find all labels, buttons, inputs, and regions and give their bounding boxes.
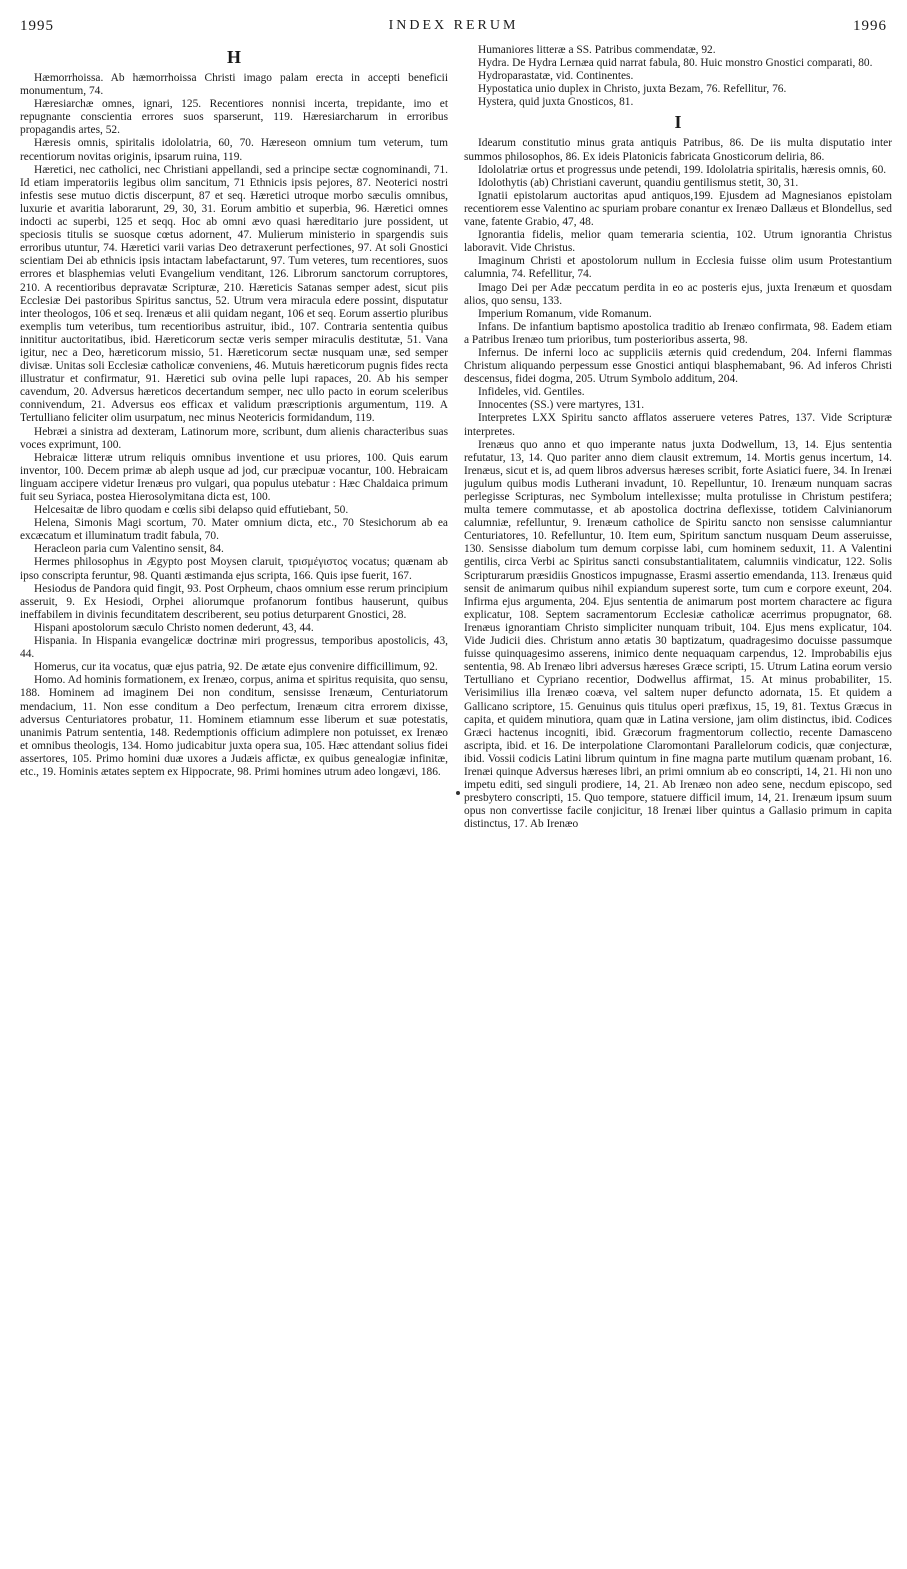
column-mark <box>456 791 460 795</box>
index-entry: Hydroparastatæ, vid. Continentes. <box>478 70 634 83</box>
index-entry: Hispania. In Hispania evangelicæ doctrinæ miri progressus, temporibus apostolicis, 43, 44. <box>20 635 448 661</box>
index-entry: Heracleon paria cum Valentino sensit, 84. <box>34 543 224 556</box>
index-entry: Hystera, quid juxta Gnosticos, 81. <box>478 96 634 109</box>
index-entry: Idololatriæ ortus et progressus unde petendi, 199. Idololatria spiritalis, hæresis omnis, 60. <box>478 163 887 176</box>
index-entry: Homerus, cur ita vocatus, quæ ejus patria, 92. De ætate ejus convenire difficillimum, 92. <box>34 661 438 674</box>
running-title: INDEX RERUM <box>388 18 519 33</box>
page-number-left: 1995 <box>20 17 54 34</box>
index-entry: Idolothytis (ab) Christiani caverunt, quandiu gentilismus stetit, 30, 31. <box>478 176 799 189</box>
index-entry: Hæresis omnis, spiritalis idololatria, 60, 70. Hæreseon omnium tum veterum, tum recentiorum novitas originis, ipsarum ruina, 119. <box>20 137 448 163</box>
index-entry: Hæmorrhoissa. Ab hæmorrhoissa Christi imago palam erecta in accepti beneficii monumentum, 74. <box>20 72 448 98</box>
index-entry: Infernus. De inferni loco ac suppliciis æternis quid credendum, 204. Inferni flammas Christum aliquando perpessum esse Gnostici antiqui blasphemabant, 96. Ad inferos Christi descensus, fidei dogma, 205. Utrum Symbolo additum, 204. <box>464 346 892 386</box>
index-entry: Innocentes (SS.) vere martyres, 131. <box>478 399 645 412</box>
left-column <box>20 44 448 1561</box>
index-entry: Imago Dei per Adæ peccatum perdita in eo ac posteris ejus, juxta Irenæum et quosdam alios, quo sensu, 133. <box>464 281 892 307</box>
index-entry: Helena, Simonis Magi scortum, 70. Mater omnium dicta, etc., 70 Stesichorum ab ea excæcatum et illuminatum tradit fabula, 70. <box>20 517 448 543</box>
index-entry: Homo. Ad hominis formationem, ex Irenæo, corpus, anima et spiritus requisita, quo sensu, 188. Hominem ad imaginem Dei non conditum, sensisse Irenæum, Centuriatorum mendacium, 11. Non esse conditum a Deo perfectum, Irenæum citra errorem dixisse, adversus Centuriatores probatur, 11. Hominem etiamnum esse liberum et suæ potestatis, unanimis Patrum sententia, 148. Redemptionis officium adimplere non potuisset, ex Irenæo et omnibus theologis, 134. Homo judicabitur juxta opera sua, 105. Hæc attendant solius fidei assertores, 105. Primo homini duæ uxores a Judæis affictæ, ex quibus genealogiæ infinitæ, etc., 19. Hominis ætates septem ex Hippocrate, 98. Primi homines utrum adeo longævi, 186. <box>20 674 448 778</box>
index-entry: Hispani apostolorum sæculo Christo nomen dederunt, 43, 44. <box>34 621 314 634</box>
index-entry: Ignatii epistolarum auctoritas apud antiquos,199. Ejusdem ad Magnesianos epistolam recentiorem esse Valentino ac spuriam probare conantur ex Irenæo Dallæus et Blondellus, sed vane, fatente Grabio, 47, 48. <box>464 189 892 229</box>
page-header <box>20 14 887 38</box>
index-entry: Imperium Romanum, vide Romanum. <box>478 307 652 320</box>
index-entry: Infideles, vid. Gentiles. <box>478 386 585 399</box>
index-entry: Hermes philosophus in Ægypto post Moysen claruit, τρισμέγιστος vocatus; quænam ab ipso conscripta feruntur, 98. Quanti æstimanda ejus scripta, 166. Quis ipse fuerit, 167. <box>20 556 448 582</box>
section-letter-h: H <box>226 47 241 67</box>
index-entry: Infans. De infantium baptismo apostolica traditio ab Irenæo confirmata, 98. Eadem etiam a Patribus Irenæo tum prioribus, tum posterioribus asserta, 98. <box>464 320 892 346</box>
index-entry: Hydra. De Hydra Lernæa quid narrat fabula, 80. Huic monstro Gnostici comparati, 80. <box>478 57 873 70</box>
index-entry: Imaginum Christi et apostolorum nullum in Ecclesia fuisse olim usum Protestantium calumnia, 74. Refellitur, 74. <box>464 255 892 281</box>
index-entry: Hebræi a sinistra ad dexteram, Latinorum more, scribunt, dum alienis characteribus suas voces exprimunt, 100. <box>20 425 448 451</box>
page-number-right: 1996 <box>853 17 887 34</box>
index-entry: Ignorantia fidelis, melior quam temeraria scientia, 102. Utrum ignorantia Christus laboravit. Vide Christus. <box>464 229 892 255</box>
index-entry: Idearum constitutio minus grata antiquis Patribus, 86. De iis multa disputatio inter summos philosophos, 86. Ex ideis Platonicis fabricata Gnosticorum deliria, 86. <box>464 137 892 163</box>
index-entry: Humaniores litteræ a SS. Patribus commendatæ, 92. <box>478 44 716 56</box>
right-column <box>464 44 892 1561</box>
index-entry: Irenæus quo anno et quo imperante natus juxta Dodwellum, 13, 14. Ejus sententia refutatur, 13, 14. Quo pariter anno diem clausit extremum, 14. Mortis genus incertum, 14. Irenæus, sicut et is, ad quem libros adversus hæreses scribit, forte Asiatici fuere, 34. In Irenæi jugulum quibus modis Lutherani invadunt, 10. Repelluntur, 10. Irenæum nunquam sacras perlegisse Scripturas, nec Symbolum intellexisse; multa protulisse in Christum pestifera; multa temere commutasse, et ab apostolica doctrina deflexisse, totidem Calvinianorum calumniæ, refelluntur, 9. Irenæum catholice de Spiritu sancto non sensisse calumniantur Centuriatores, 10. Refelluntur, 10. Item eum, Spiritum sanctum nusquam Deum asseruisse, 130. Sensisse diabolum tum demum corpisse labi, cum hominem seduxit, 11. A Valentini gentilis, circa Verbi ac Spiritus sancti consubstantialitatem, calumniis vindicatur, 122. Solis Scripturarum præsidiis Gnosticos impugnasse, Erasmi assertio emendanda, 113. Irenæus quid sensit de animarum quibus nihil expiandum superest sorte, tum cum e corpore exeunt, 204. Infirma ejus argumenta, 204. Ejus sententia de animarum post mortem charactere ac figura explicatur, 108. Septem sacramentorum Ecclesiæ catholicæ acerrimus propugnator, 68. Irenæus ignorantiam Christo simpliciter nunquam tribuit, 104. Ejus mens explicatur, 104. Vide Judicii dies. Christum anno ætatis 30 baptizatum, quadragesimo docuisse passumque fuisse quinquagesimo asserens, inimico dente nequaquam carpendus, 12. Improbabilis ejus sententia, 98. Ab Irenæo libri adversus hæreses Græce scripti, 15. Utrum Latina eorum versio Tertulliano et Cypriano recentior, Dodwellus affirmat, 15. At minus probabiliter, 15. Verisimilius illa Irenæo coæva, vel saltem nuper defuncto adornata, 15. Et quidem a Gallicano scriptore, 15. Genuinus quis titulus operi præfixus, 15, 19, 81. Textus Græcus in capita, et quidem minutiora, quam quæ in Latina versione, jam olim distinctus, ibid. Codices Græci hactenus incogniti, ibid. Græcorum fragmentorum collectio, recente Damasceno ascripta, ibid. et 16. De interpolatione Claromontani Parallelorum codicis, quæ conjecturæ, ibid. Vossii codicis Latini librum quintum in fine magna parte mutilum quænam probant, 16. Irenæi quinque Adversus hæreses libri, an primi omnium ab eo conscripti, 14, 21. Hi non uno impetu editi, sed singuli prodiere, 14, 21. Ab Irenæo non adeo sene, necdum episcopo, sed presbytero conscripti, 15. Quo tempore, statuere difficil imum, 14, 21. Irenæum ipsum suum opus non convertisse facile conjicitur, 18 Irenæi liber quintus a Gallasio primum in capita distinctus, 17. Ab Irenæo <box>464 438 892 831</box>
index-entry: Helcesaitæ de libro quodam e cœlis sibi delapso quid effutiebant, 50. <box>34 504 349 517</box>
index-entry: Interpretes LXX Spiritu sancto afflatos asseruere veteres Patres, 137. Vide Scripturæ interpretes. <box>464 412 892 438</box>
index-entry: Hæresiarchæ omnes, ignari, 125. Recentiores nonnisi incerta, trepidante, imo et repugnante conscientia errores suos sparserunt, 119. Hæresiarcharum in erroribus propagandis artes, 52. <box>20 98 448 137</box>
index-entry: Hypostatica unio duplex in Christo, juxta Bezam, 76. Refellitur, 76. <box>478 83 787 96</box>
section-letter-i: I <box>674 112 682 133</box>
index-entry: Hæretici, nec catholici, nec Christiani appellandi, sed a principe sectæ cognominandi, 71. Id etiam imperatoriis legibus olim sancitum, 71 Ethnicis ipsis pejores, 87. Neoterici nostri infestis sese mutuo dictis discerpunt, 87 et seq. Hæretici utroque morbo sæculis omnibus, luxurie et avaritia laborarunt, 29, 30, 31. Eorum ambitio et superbia, 96. Hæretici omnes indocti ac superbi, 125 et seqq. Hoc ab omni ævo quasi hæreditario jure possident, ut speciosis titulis se suosque cœtus adornent, 47. Mulierum ministerio in spargendis suis erroribus utuntur, 74. Hæretici varii varias Deo detraxerunt perfectiones, 97. At soli Gnostici scientiam Dei ab ethnicis ipsis intactam labefactarunt, 97. Tum veteres, tum recentiores, suos errores et blasphemias veluti Evangelium venditant, 126. Librorum sanctorum corruptores, 210. A recentioribus depravatæ Scripturæ, 210. Hæreticis Satanas semper adest, sicut piis Ecclesiæ Dei pastoribus Spiritus sanctus, 52. Utrum vera miracula edere possint, disputatur inter theologos, 106 et seq. Irenæus et alii quidam negant, 106 et seq. Eorum assertio pluribus exemplis tum veteribus, tum recentioribus astruitur, ibid., 107. Contraria sententia quibus innititur auctoritatibus, ibid. Hæreticorum sectæ veris semper miraculis destitutæ, 51. Vana igitur, nec a Deo, hæreticorum missio, 51. Hæreticorum sectæ nusquam unæ, sed semper divisæ. Unitas soli Ecclesiæ catholicæ conveniens, 46. Mutuis hæreticorum pugnis fides recta illustratur et confirmatur, 91. Hæretici sub ovina pelle lupi rapaces, 20. Ab his semper cavendum, 20. Adversus hæreticos decertandum semper, nec ullo pacto in eorum sceleribus connivendum, 21. Adversus eos efficax et validum præscriptionis argumentum, 119. A Tertulliano feliciter olim usurpatum, nec minus Neotericis formidandum, 119. <box>20 163 448 425</box>
index-entry: Hesiodus de Pandora quid fingit, 93. Post Orpheum, chaos omnium esse rerum principium asseruit, 9. Ex Hesiodi, Orphei aliorumque profanorum fontibus hauserunt, quibus ineffabilem in divinis fecunditatem describerent, seu potius deturparent Gnostici, 28. <box>20 582 448 621</box>
index-entry: Hebraicæ litteræ utrum reliquis omnibus inventione et usu priores, 100. Quis earum inventor, 100. Decem primæ ab aleph usque ad jod, cur præcipuæ vocantur, 100. Hebraicam linguam accipere videtur Irenæus pro vulgari, qua populus utebatur : Hæc Chaldaica primum fuit seu Syriaca, postea Hierosolymitana dicta est, 100. <box>20 451 448 503</box>
